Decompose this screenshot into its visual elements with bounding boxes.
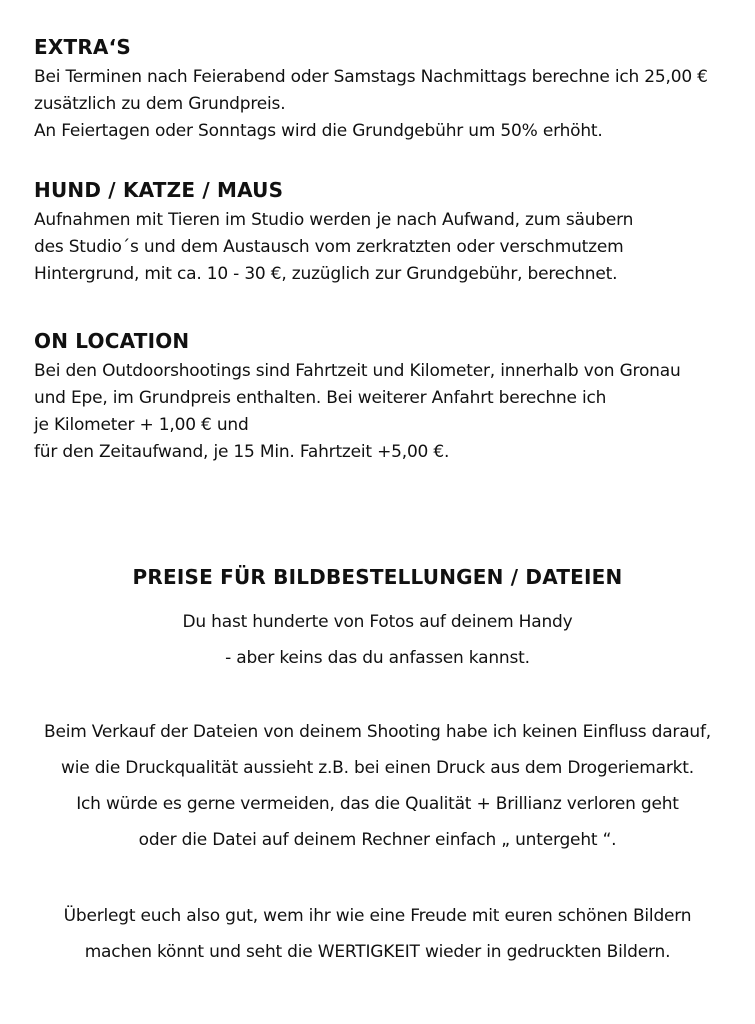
pets-line: Hintergrund, mit ca. 10 - 30 €, zuzüglich zur Grundgebühr, berechnet. xyxy=(34,264,618,284)
location-line: für den Zeitaufwand, je 15 Min. Fahrtzeit +5,00 €. xyxy=(34,442,450,462)
location-heading: ON LOCATION xyxy=(34,329,190,353)
location-line: Bei den Outdoorshootings sind Fahrtzeit und Kilometer, innerhalb von Gronau xyxy=(34,361,681,381)
extras-section xyxy=(34,34,749,145)
orders-body-line: wie die Druckqualität aussieht z.B. bei einen Druck aus dem Drogeriemarkt. xyxy=(61,758,694,778)
location-line: je Kilometer + 1,00 € und xyxy=(34,415,249,435)
pets-section xyxy=(34,177,749,288)
orders-body-line: oder die Datei auf deinem Rechner einfach „ untergeht “. xyxy=(138,830,617,850)
orders-closing xyxy=(0,898,755,970)
orders-body-line: Beim Verkauf der Dateien von deinem Shooting habe ich keinen Einfluss darauf, xyxy=(43,722,711,742)
extras-line: An Feiertagen oder Sonntags wird die Grundgebühr um 50% erhöht. xyxy=(34,121,603,141)
extras-line: zusätzlich zu dem Grundpreis. xyxy=(34,94,286,114)
location-line: und Epe, im Grundpreis enthalten. Bei weiterer Anfahrt berechne ich xyxy=(34,388,607,408)
pets-heading: HUND / KATZE / MAUS xyxy=(34,178,284,202)
orders-intro-line: - aber keins das du anfassen kannst. xyxy=(225,648,530,668)
orders-intro-line: Du hast hunderte von Fotos auf deinem Handy xyxy=(182,612,573,632)
orders-intro xyxy=(0,604,755,676)
orders-body xyxy=(0,714,755,858)
orders-body-line: Ich würde es gerne vermeiden, das die Qualität + Brillianz verloren geht xyxy=(76,794,679,814)
pets-line: Aufnahmen mit Tieren im Studio werden je nach Aufwand, zum säubern xyxy=(34,210,634,230)
orders-section-heading-wrap xyxy=(0,563,755,591)
orders-closing-line: Überlegt euch also gut, wem ihr wie eine Freude mit euren schönen Bildern xyxy=(63,906,692,926)
pets-line: des Studio´s und dem Austausch vom zerkratzten oder verschmutzem xyxy=(34,237,624,257)
location-section xyxy=(34,328,749,466)
orders-closing-line: machen könnt und seht die WERTIGKEIT wieder in gedruckten Bildern. xyxy=(84,942,671,962)
extras-line: Bei Terminen nach Feierabend oder Samstags Nachmittags berechne ich 25,00 € xyxy=(34,67,708,87)
extras-heading: EXTRA‘S xyxy=(34,35,132,59)
orders-heading: PREISE FÜR BILDBESTELLUNGEN / DATEIEN xyxy=(132,565,623,589)
